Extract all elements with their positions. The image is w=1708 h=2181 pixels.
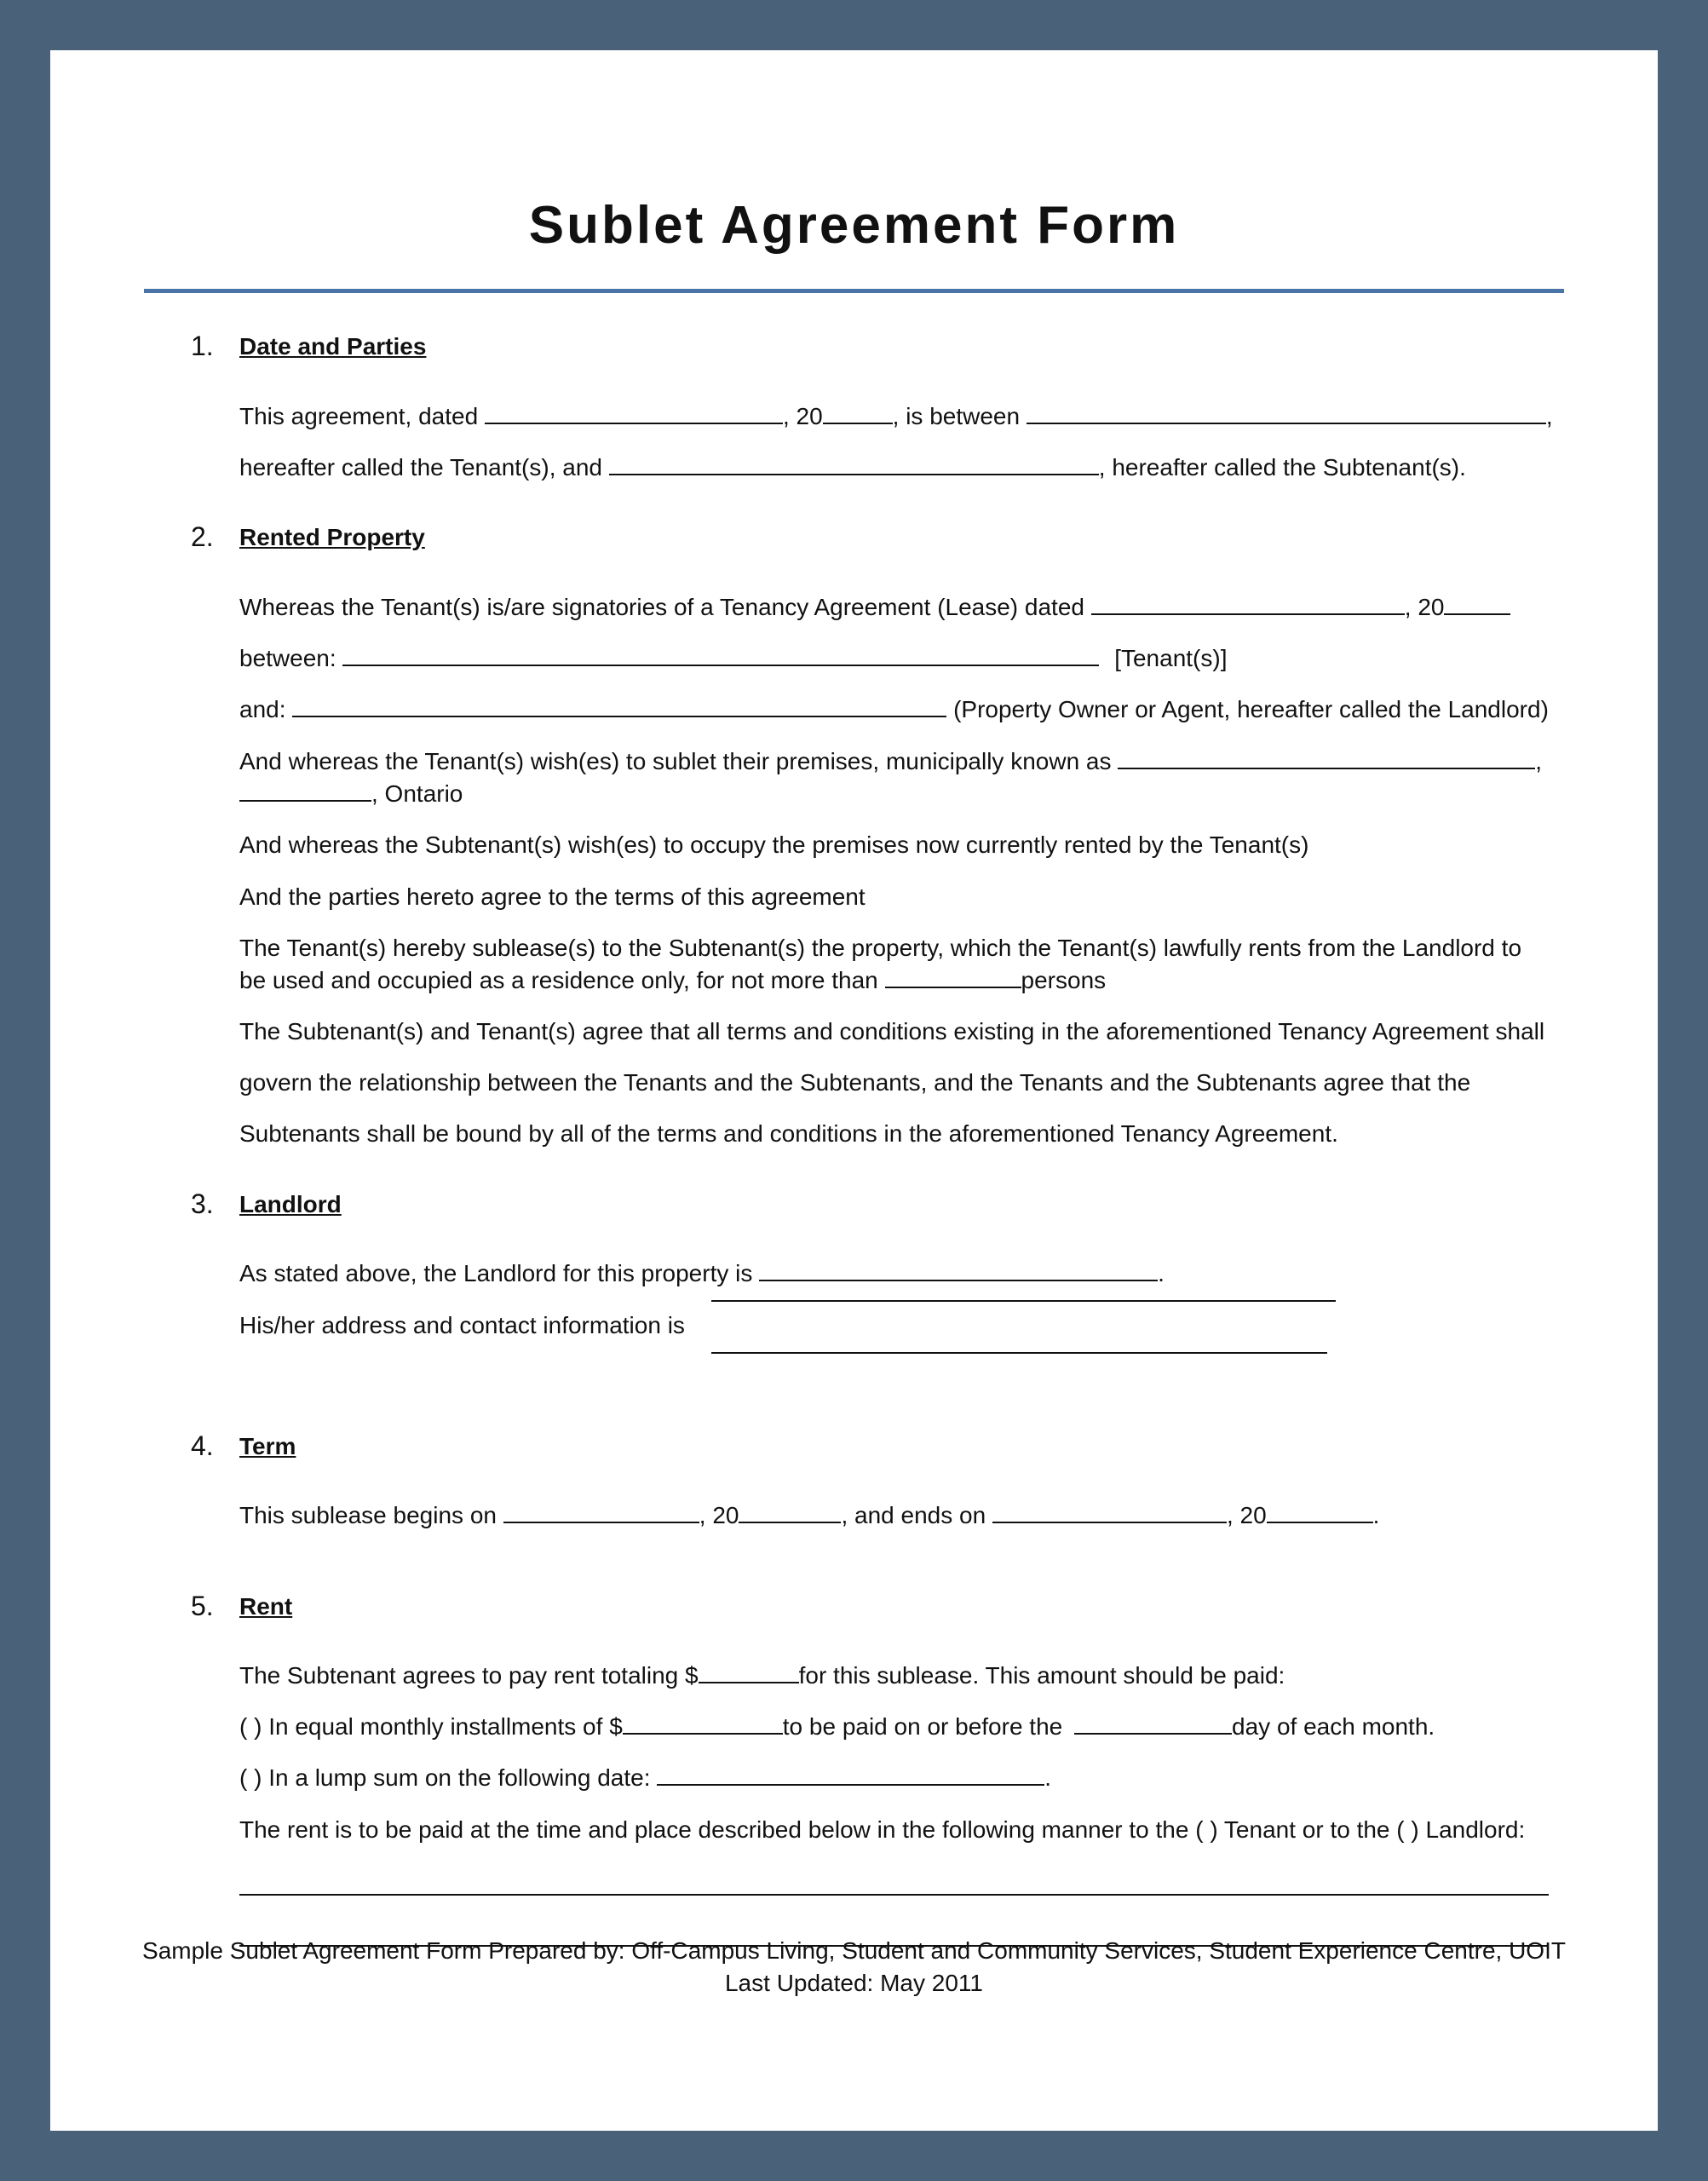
- landlord-address-line-2[interactable]: [711, 1352, 1327, 1354]
- section-3-heading: Landlord: [239, 1191, 342, 1217]
- lump-sum-date-blank[interactable]: [657, 1764, 1044, 1786]
- section-3-number: 3.: [191, 1188, 214, 1219]
- s2-line-8c: Subtenants shall be bound by all of the terms and conditions in the aforementioned Tenancy Agreement.: [239, 1120, 1338, 1147]
- premises-address-blank[interactable]: [1118, 747, 1535, 769]
- section-4-heading: Term: [239, 1433, 296, 1459]
- s2-line-1: Whereas the Tenant(s) is/are signatories of a Tenancy Agreement (Lease) dated , 20: [239, 593, 1510, 622]
- lease-tenants-blank[interactable]: [342, 644, 1099, 666]
- footer-last-updated: Last Updated: May 2011: [724, 1970, 983, 1996]
- section-1-heading: Date and Parties: [239, 333, 427, 360]
- document-page: [50, 50, 1658, 2131]
- max-persons-blank[interactable]: [885, 966, 1021, 988]
- document-title: Sublet Agreement Form: [528, 196, 1180, 255]
- premises-city-blank[interactable]: [239, 780, 371, 802]
- s2-line-7b: be used and occupied as a residence only, for not more than persons: [239, 967, 1107, 993]
- landlord-address-line-1[interactable]: [711, 1300, 1336, 1302]
- s2-line-8a: The Subtenant(s) and Tenant(s) agree that all terms and conditions existing in the aforementioned Tenancy Agreement shall: [239, 1018, 1545, 1044]
- rent-manner-line-1[interactable]: [239, 1894, 1549, 1896]
- s4-line-1: This sublease begins on , 20 , and ends on , 20 .: [239, 1502, 1380, 1528]
- s3-line-1: As stated above, the Landlord for this property is .: [239, 1260, 1165, 1286]
- end-year-blank[interactable]: [1267, 1501, 1373, 1523]
- begin-date-blank[interactable]: [503, 1501, 699, 1523]
- begin-year-blank[interactable]: [739, 1501, 841, 1523]
- lease-date-blank[interactable]: [1091, 593, 1405, 615]
- total-rent-blank[interactable]: [699, 1661, 799, 1683]
- section-2-heading: Rented Property: [239, 524, 425, 550]
- s5-line-1: The Subtenant agrees to pay rent totaling $ for this sublease. This amount should be paid:: [239, 1662, 1285, 1689]
- landlord-blank[interactable]: [759, 1259, 1158, 1281]
- s5-line-3: ( ) In a lump sum on the following date: .: [239, 1764, 1052, 1791]
- section-2-number: 2.: [191, 521, 214, 552]
- s5-line-4: The rent is to be paid at the time and place described below in the following manner to the ( ) Tenant or to the ( ) Landlord:: [239, 1816, 1526, 1843]
- s3-line-2: His/her address and contact information is: [239, 1312, 685, 1338]
- s2-line-8b: govern the relationship between the Tenants and the Subtenants, and the Tenants and the Subtenants agree that the: [239, 1069, 1471, 1096]
- s1-line-2: hereafter called the Tenant(s), and , hereafter called the Subtenant(s).: [239, 454, 1466, 481]
- title-divider: [144, 289, 1564, 293]
- s2-line-7a: The Tenant(s) hereby sublease(s) to the Subtenant(s) the property, which the Tenant(s) lawfully rents from the Landlord to: [239, 935, 1522, 961]
- s2-line-2: between: [Tenant(s)]: [239, 645, 1228, 671]
- end-date-blank[interactable]: [992, 1501, 1227, 1523]
- section-5-heading: Rent: [239, 1593, 293, 1620]
- footer: [50, 1935, 1658, 2000]
- s2-line-6: And the parties hereto agree to the terms of this agreement: [239, 883, 866, 910]
- s2-line-4: And whereas the Tenant(s) wish(es) to sublet their premises, municipally known as ,: [239, 748, 1543, 774]
- s2-line-3: and: (Property Owner or Agent, hereafter called the Landlord): [239, 696, 1549, 722]
- agreement-date-blank[interactable]: [485, 402, 783, 424]
- monthly-amount-blank[interactable]: [623, 1712, 783, 1735]
- s1-line-1: This agreement, dated , 20 , is between ,: [239, 403, 1553, 429]
- agreement-year-blank[interactable]: [823, 402, 893, 424]
- s5-line-2: ( ) In equal monthly installments of $ to be paid on or before the day of each month.: [239, 1713, 1435, 1740]
- due-day-blank[interactable]: [1074, 1712, 1232, 1735]
- section-5-number: 5.: [191, 1591, 214, 1621]
- section-4-number: 4.: [191, 1430, 214, 1461]
- section-1-number: 1.: [191, 331, 214, 361]
- s2-line-5: And whereas the Subtenant(s) wish(es) to occupy the premises now currently rented by the Tenant(s): [239, 832, 1309, 858]
- lease-year-blank[interactable]: [1444, 593, 1510, 615]
- subtenant-name-blank[interactable]: [609, 453, 1099, 475]
- landlord-name-blank[interactable]: [292, 695, 946, 717]
- s2-line-4b: , Ontario: [239, 780, 463, 809]
- tenant-name-blank[interactable]: [1027, 402, 1546, 424]
- footer-prepared-by: Sample Sublet Agreement Form Prepared by: Off-Campus Living, Student and Community Services, Student Experience Centre, UOIT: [142, 1937, 1566, 1964]
